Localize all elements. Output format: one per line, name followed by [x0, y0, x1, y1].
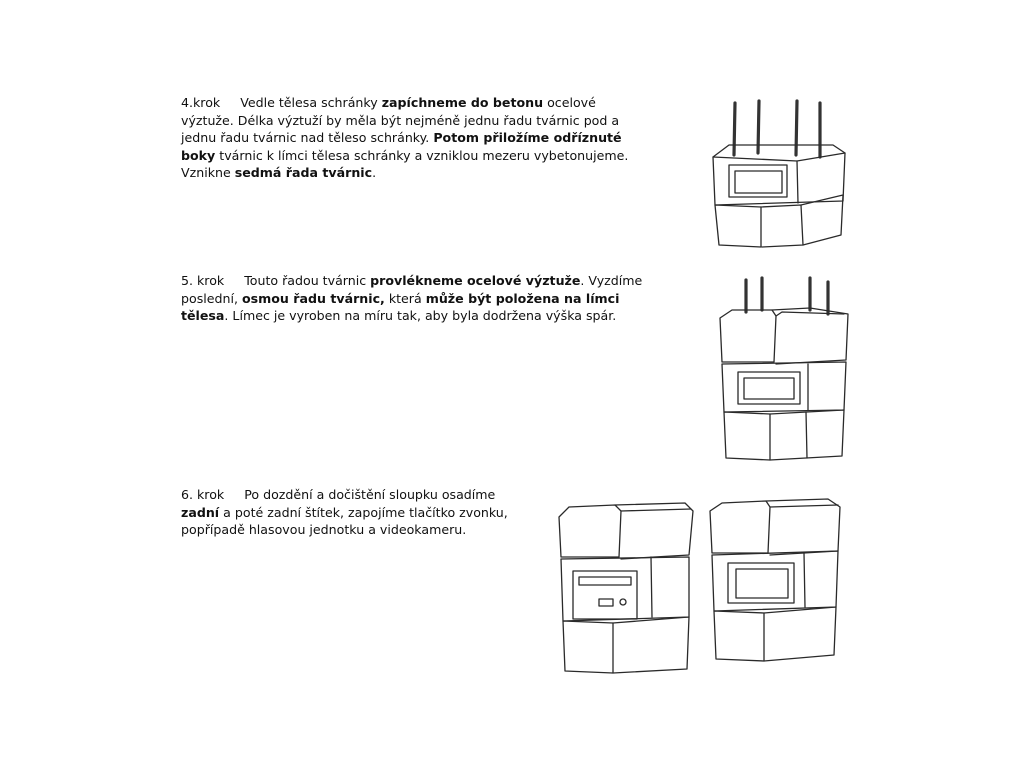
step-number: 4.krok [181, 95, 221, 110]
mailbox-row [712, 551, 838, 611]
block-row-top [720, 308, 848, 364]
rebar-group [734, 101, 820, 157]
step-4-illustration [705, 95, 855, 255]
step-5-illustration [710, 272, 860, 467]
step-6-illustration-front [555, 495, 700, 680]
step-4-runs: Vedle tělesa schránky zapíchneme do betonu ocelové výztuže. Délka výztuží by měla být nejméně jednu řadu tvárnic pod a jednu řadu tvárnic nad těleso schránky. Potom přiložíme odříznuté boky tvárnic k límci tělesa schránky a vzniklou mezeru vybetonujeme. Vznikne sedmá řada tvárnic. [181, 95, 629, 180]
step-number: 5. krok [181, 273, 225, 288]
step-number: 6. krok [181, 487, 225, 502]
step-5-runs: Touto řadou tvárnic provlékneme ocelové výztuže. Vyzdíme poslední, osmou řadu tvárnic, která může být položena na límci tělesa. Límec je vyroben na míru tak, aby byla dodržena výška spár. [181, 273, 643, 323]
step-5-text [181, 272, 643, 325]
step-6-illustration-back [708, 495, 848, 665]
block-row-top [710, 499, 840, 555]
block-row-bottom [563, 617, 689, 673]
block-row-bottom [714, 607, 836, 661]
block-row-top [559, 503, 693, 559]
block-row-bottom [724, 410, 844, 460]
front-plate [573, 571, 637, 619]
step-4-text [181, 94, 643, 182]
mailbox-row [722, 362, 846, 412]
mailbox-row [561, 557, 689, 621]
step-6-text [181, 486, 531, 539]
step-6-runs: Po dozdění a dočištění sloupku osadíme zadní a poté zadní štítek, zapojíme tlačítko zvonku, popřípadě hlasovou jednotku a videokameru. [181, 487, 508, 537]
